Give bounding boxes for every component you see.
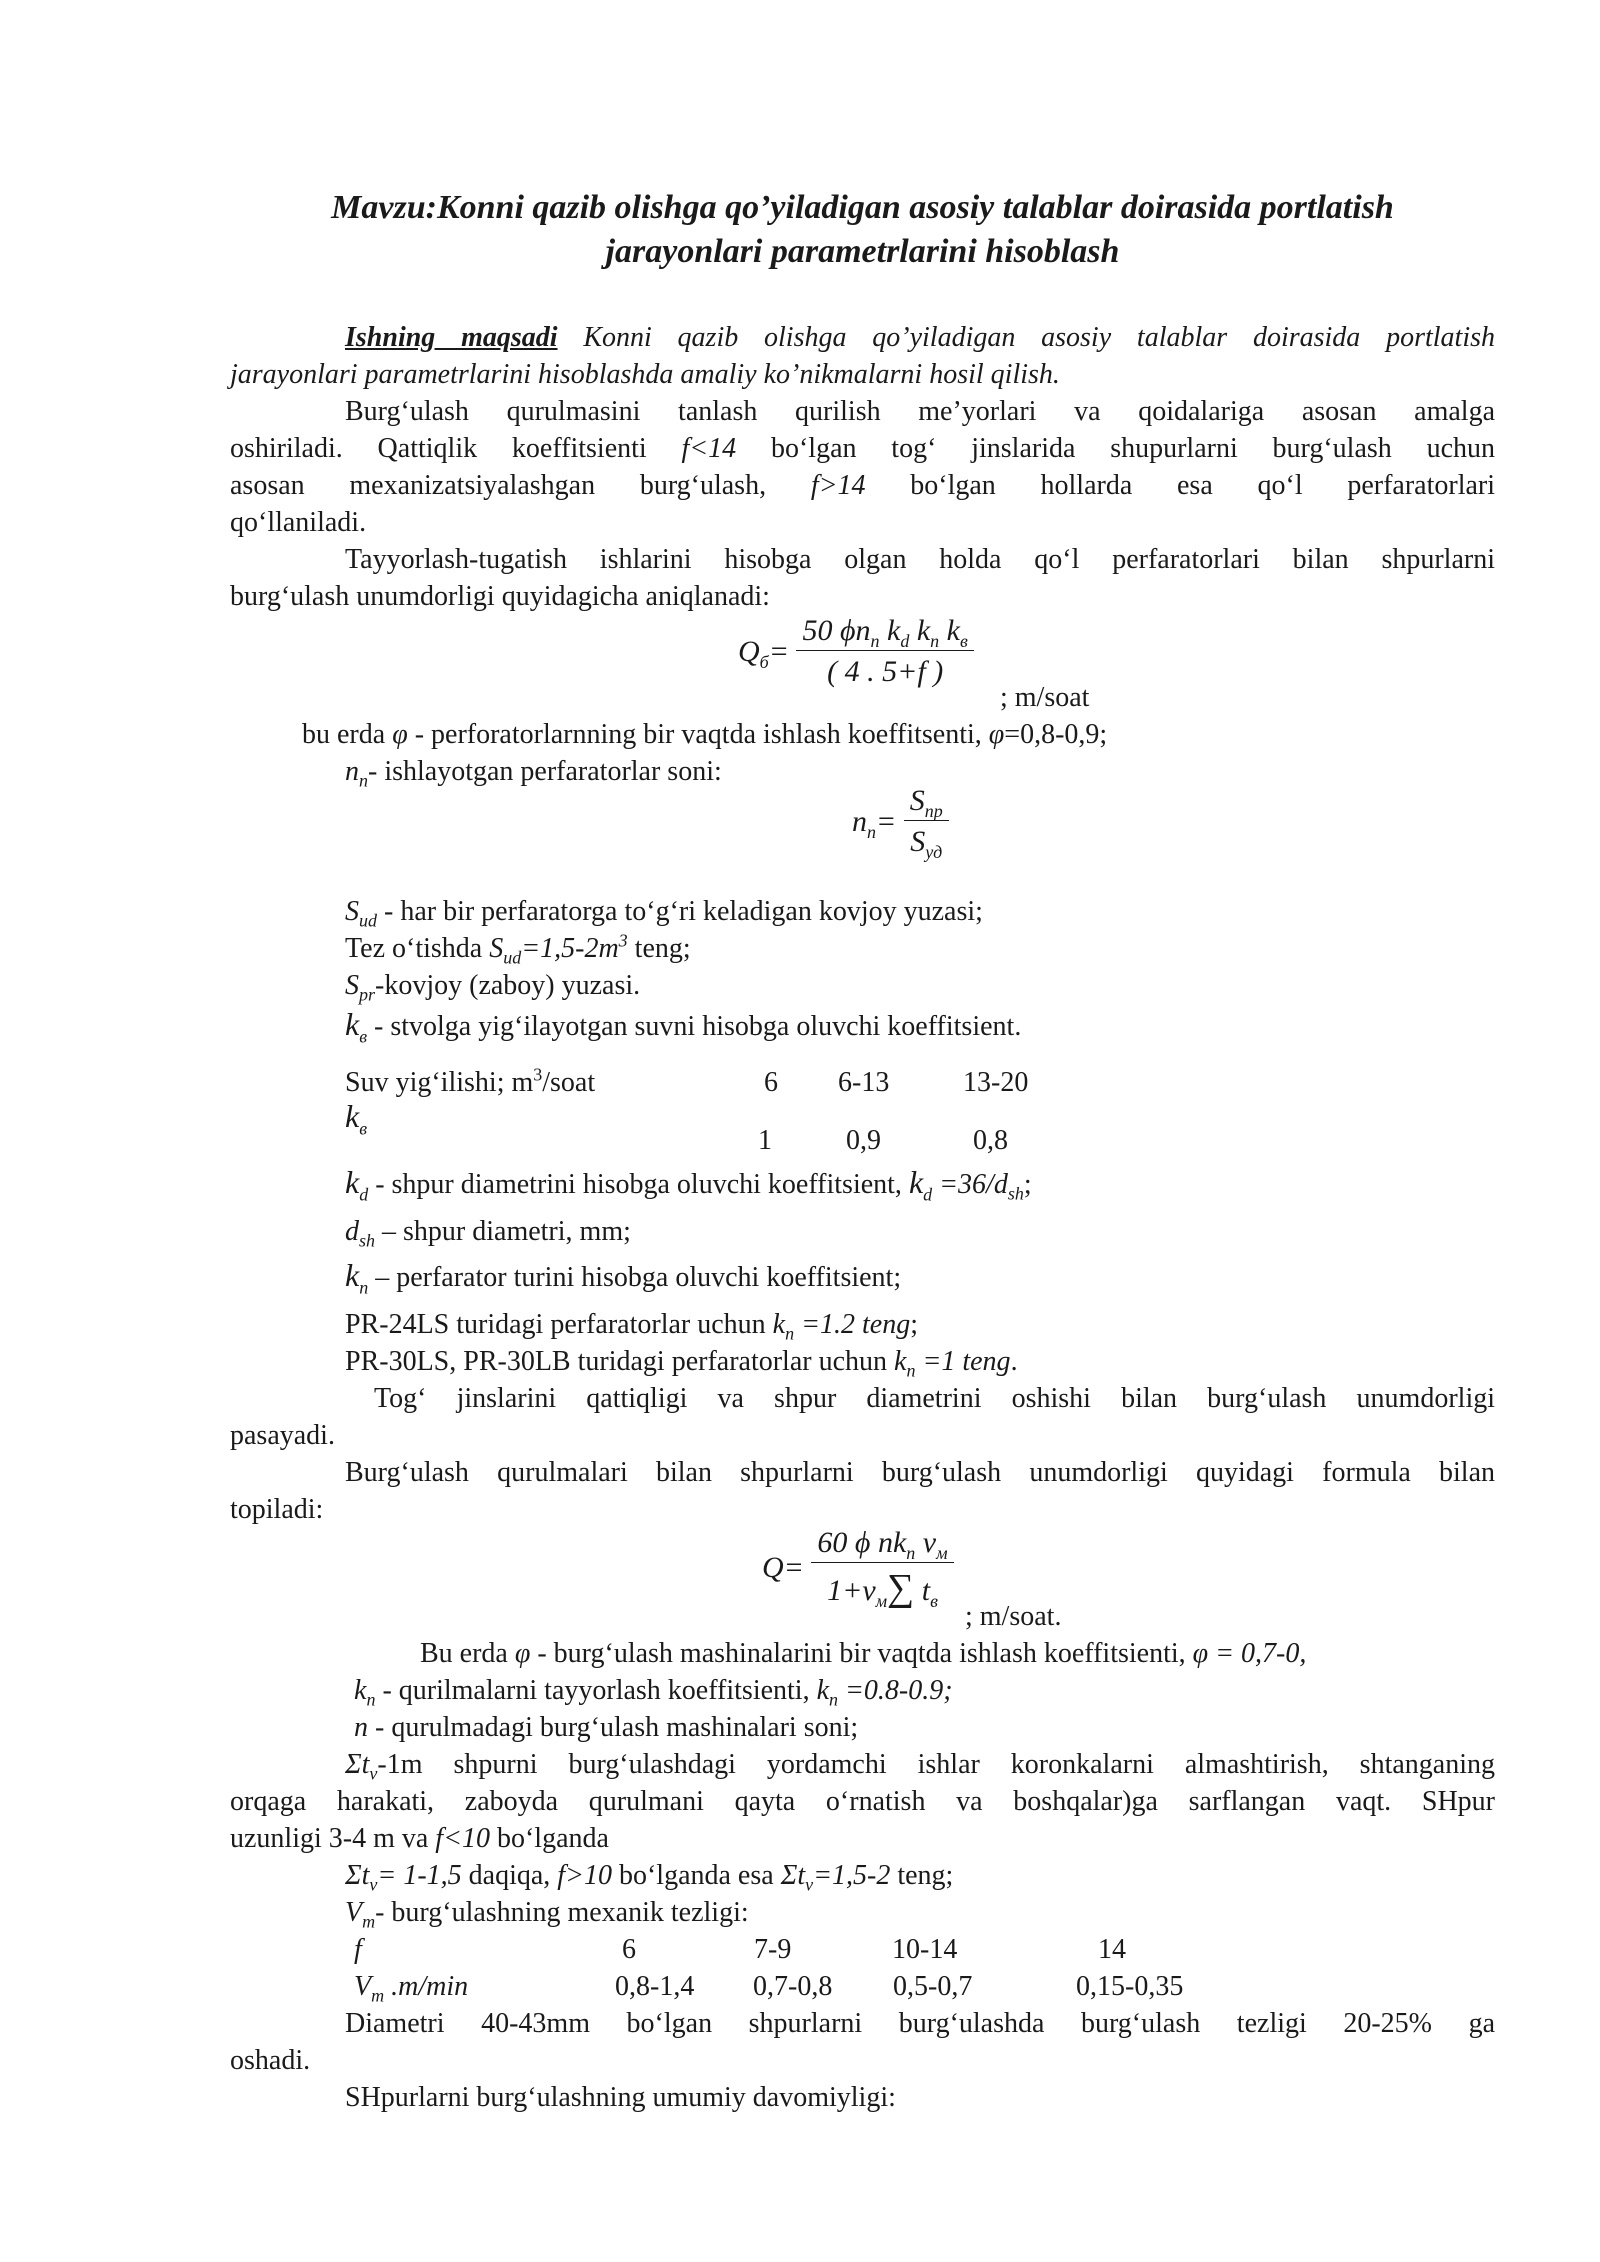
f2-lhs: n xyxy=(852,804,867,838)
def-sud-sub: ud xyxy=(359,910,377,931)
speed-row2-unit: .m/min xyxy=(384,1971,469,2002)
f1-denominator: ( 4 . 5+f ) xyxy=(827,655,944,688)
f2-eq: = xyxy=(876,804,897,838)
def-kn xyxy=(345,1257,901,1296)
f2-denominator xyxy=(904,821,948,862)
p1-l3f: f>14 xyxy=(810,470,866,501)
document-page xyxy=(230,0,1495,2262)
def4-tv-l3f: f<10 xyxy=(435,1823,490,1854)
f2-num-sub: пр xyxy=(924,801,943,821)
f1-eq: = xyxy=(768,634,789,668)
aim-line-1 xyxy=(345,319,1495,356)
def-dsh xyxy=(345,1213,631,1250)
def4-kn-sym: k xyxy=(354,1675,367,1706)
p1-l2a: oshiriladi. Qattiqlik koeffitsienti xyxy=(230,433,682,464)
def-spr-text: -kovjoy (zaboy) yuzasi. xyxy=(375,970,641,1001)
def4-tv2-e: teng; xyxy=(890,1860,954,1891)
def4-tv-l3b: bo‘lganda xyxy=(489,1823,609,1854)
p1-l3a: asosan mexanizatsiyalashgan burg‘ulash, xyxy=(230,470,811,501)
def4-tv2-sub2: v xyxy=(805,1874,814,1895)
f1-lhs-sub: б xyxy=(759,651,769,672)
def4-tv2-a: = 1-1,5 xyxy=(377,1860,462,1891)
speed-row2-cell: 0,15-0,35 xyxy=(1076,1971,1184,2002)
def-sud xyxy=(345,893,983,930)
def-kv-text: - stvolga yig‘ilayotgan suvni hisobga oluvchi koeffitsient. xyxy=(367,1011,1022,1042)
formula-perforator-count xyxy=(852,784,949,862)
def-nn-sym: n xyxy=(345,756,359,787)
def-kd xyxy=(345,1164,1032,1203)
def-kv-sub: в xyxy=(359,1026,368,1047)
p4-line-2: topiladi: xyxy=(230,1494,324,1525)
f3-den-a: 1+v xyxy=(827,1574,876,1607)
aim-text-2: jarayonlari parametrlarini hisoblashda amaliy ko’nikmalarni hosil qilish. xyxy=(230,359,1060,390)
def-spr-sym: S xyxy=(345,970,359,1001)
def-pr24 xyxy=(345,1306,918,1343)
def-pr24-ksub: n xyxy=(785,1323,795,1344)
speed-row1-cell: 6 xyxy=(622,1934,636,1965)
def-pr30-a: PR-30LS, PR-30LB turidagi perfaratorlar uchun xyxy=(345,1346,895,1377)
def-tez-b: teng; xyxy=(627,933,691,964)
speed-row1-label xyxy=(354,1931,362,1968)
f3-lhs: Q xyxy=(762,1550,784,1584)
def4-tv-sym: Σt xyxy=(345,1749,370,1780)
f3-unit: ; m/soat. xyxy=(965,1601,1062,1632)
def-kd-eq-sub: sh xyxy=(1007,1183,1024,1204)
def4-tv2-f: f>10 xyxy=(557,1860,612,1891)
def4-vm-text: - burg‘ulashning mexanik tezligi: xyxy=(375,1897,749,1928)
speed-row1-cell: 10-14 xyxy=(892,1934,958,1965)
formula-drilling-productivity-machine xyxy=(762,1526,954,1611)
f1-unit: ; m/soat xyxy=(1000,682,1090,713)
water-row2-cell: 0,9 xyxy=(846,1125,881,1156)
def4-n-text: - qurulmadagi burg‘ulash mashinalari soni; xyxy=(368,1712,859,1743)
f2-den-sub: уд xyxy=(925,842,943,862)
def4-tv2-sub: v xyxy=(369,1874,378,1895)
def4-tv-l3a: uzunligi 3-4 m va xyxy=(230,1823,436,1854)
def4-phi-a: Bu erda xyxy=(420,1638,515,1669)
def-phi-b: - perforatorlarnning bir vaqtda ishlash koeffitsenti, xyxy=(407,719,989,750)
f1-num-k3: k xyxy=(939,614,960,647)
def4-kn xyxy=(354,1672,953,1709)
def4-phi-sym: φ xyxy=(514,1638,531,1669)
def-kd-sym: k xyxy=(345,1164,360,1200)
f2-lhs-sub: п xyxy=(867,821,876,842)
def-phi-sym-2: φ xyxy=(988,719,1005,750)
def4-tv2-c: bo‘lganda esa xyxy=(611,1860,781,1891)
def4-kn-val: =0.8-0.9; xyxy=(838,1675,953,1706)
def-kn-sym: k xyxy=(345,1257,360,1293)
def-dsh-text: – shpur diametri, mm; xyxy=(375,1216,631,1247)
f1-lhs: Q xyxy=(738,634,760,668)
def-pr24-a: PR-24LS turidagi perfaratorlar uchun xyxy=(345,1309,773,1340)
def-pr30-k: k xyxy=(894,1346,907,1377)
def-tez-f: S xyxy=(489,933,504,964)
aim-label: Ishning maqsadi xyxy=(345,322,558,353)
f1-num-sub2: d xyxy=(900,631,910,651)
p6-line-1: SHpurlarni burg‘ulashning umumiy davomiyligi: xyxy=(345,2082,896,2113)
f1-num-sub1: п xyxy=(870,631,880,651)
def-sud-text: - har bir perfaratorga to‘g‘ri keladigan kovjoy yuzasi; xyxy=(377,896,983,927)
p3-line-2: pasayadi. xyxy=(230,1420,335,1451)
def-kv xyxy=(345,1006,1021,1045)
speed-row1-cell: 14 xyxy=(1098,1934,1126,1965)
p1-line-3 xyxy=(230,467,1495,504)
water-row2-sym: k xyxy=(345,1098,360,1134)
f3-numerator xyxy=(811,1528,953,1563)
f3-num-sub: п xyxy=(906,1543,916,1563)
def4-kn-val-sub: n xyxy=(829,1689,839,1710)
speed-row1-label-text: f xyxy=(354,1934,362,1965)
def-nn xyxy=(345,753,722,790)
def-spr xyxy=(345,967,640,1004)
def-tez-f2: =1,5-2m xyxy=(521,933,619,964)
def-phi xyxy=(302,716,1107,753)
water-row1-sup: 3 xyxy=(533,1064,543,1085)
f3-num-v: v xyxy=(915,1526,937,1559)
def4-vm-sym: V xyxy=(345,1897,363,1928)
f3-num-vsub: м xyxy=(936,1543,948,1563)
f3-den-sub: м xyxy=(875,1591,888,1611)
def-nn-text: - ishlayotgan perfaratorlar soni: xyxy=(368,756,722,787)
f3-den-sum: ∑ xyxy=(887,1567,915,1609)
p3-line-1: Tog‘ jinslarini qattiqligi va shpur diametrini oshishi bilan burg‘ulash unumdorligi xyxy=(374,1383,1495,1414)
def4-vm-sub: m xyxy=(362,1911,376,1932)
f1-fraction xyxy=(796,616,973,687)
water-row1-cell: 6 xyxy=(764,1067,778,1098)
def-nn-sub: п xyxy=(359,770,368,791)
f3-den-tsub: в xyxy=(930,1591,938,1611)
f2-fraction xyxy=(904,784,949,862)
def-pr24-b: =1.2 teng xyxy=(794,1309,911,1340)
p5-line-1: Diametri 40-43mm bo‘lgan shpurlarni burg‘ulashda burg‘ulash tezligi 20-25% ga xyxy=(345,2008,1495,2039)
p1-line-1: Burg‘ulash qurulmasini tanlash qurilish me’yorlari va qoidalariga asosan amalga xyxy=(345,396,1495,427)
page-title xyxy=(230,186,1495,274)
def-phi-a: bu erda xyxy=(302,719,393,750)
def-pr30 xyxy=(345,1343,1018,1380)
f3-fraction xyxy=(811,1526,953,1611)
def-kd-text: - shpur diametrini hisobga oluvchi koeffitsient, xyxy=(368,1169,909,1200)
def4-tv-l1: -1m shpurni burg‘ulashdagi yordamchi ishlar koronkalarni almashtirish, shtanganing xyxy=(377,1749,1495,1780)
water-row1-label-text: Suv yig‘ilishi; m xyxy=(345,1067,534,1098)
f2-den: S xyxy=(910,825,926,858)
f1-num-main: 50 ϕn xyxy=(802,614,871,647)
def-tez-fsub: ud xyxy=(503,947,522,968)
water-row2-sub: в xyxy=(359,1118,368,1139)
def-tez-a: Tez o‘tishda xyxy=(345,933,490,964)
speed-row2-cell: 0,5-0,7 xyxy=(893,1971,973,2002)
def-kv-sym: k xyxy=(345,1006,360,1042)
f1-numerator xyxy=(796,616,973,651)
def-dsh-sub: sh xyxy=(359,1230,376,1251)
speed-row2-cell: 0,8-1,4 xyxy=(615,1971,695,2002)
def-kd-eq: =36/d xyxy=(932,1169,1008,1200)
f2-num: S xyxy=(909,784,925,817)
def4-kn-val-k: k xyxy=(816,1675,830,1706)
def4-n xyxy=(354,1709,858,1746)
speed-row2-cell: 0,7-0,8 xyxy=(753,1971,833,2002)
def-pr30-c: . xyxy=(1010,1346,1018,1377)
aim-text-1: Konni qazib olishga qo’yiladigan asosiy talablar doirasida portlatish xyxy=(557,322,1495,353)
f3-den-t: t xyxy=(914,1574,931,1607)
title-line-2: jarayonlari parametrlarini hisoblash xyxy=(605,233,1120,270)
p1-l3b: bo‘lgan hollarda esa qo‘l perfaratorlari xyxy=(865,470,1496,501)
speed-row2-label-text: V xyxy=(354,1971,372,2002)
def-pr24-c: ; xyxy=(910,1309,918,1340)
f1-num-k1: k xyxy=(879,614,901,647)
def-kn-text: – perfarator turini hisobga oluvchi koeffitsient; xyxy=(368,1262,902,1293)
p1-l2b: bo‘lgan tog‘ jinslarida shupurlarni burg‘ulash uchun xyxy=(736,433,1495,464)
p1-line-4: qo‘llaniladi. xyxy=(230,507,367,538)
def4-tv2 xyxy=(345,1857,953,1894)
water-row2-cell: 1 xyxy=(758,1125,772,1156)
water-row2-label xyxy=(345,1098,368,1139)
def-kd-sub: d xyxy=(359,1184,369,1205)
p2-line-1: Tayyorlash-tugatish ishlarini hisobga olgan holda qo‘l perfaratorlari bilan shpurlarni xyxy=(345,544,1495,575)
water-row1-label xyxy=(345,1064,595,1101)
def-tez xyxy=(345,930,691,967)
speed-row2-label xyxy=(354,1968,468,2005)
def-kd2-sym: k xyxy=(908,1164,924,1200)
def-phi-c: =0,8-0,9; xyxy=(1004,719,1108,750)
def-pr30-ksub: n xyxy=(906,1360,916,1381)
formula-drilling-productivity-hand xyxy=(738,616,974,687)
p1-line-2 xyxy=(230,430,1495,467)
def-kd2-sub: d xyxy=(923,1184,933,1205)
def4-n-sym: n xyxy=(354,1712,368,1743)
f1-num-sub4: в xyxy=(960,631,968,651)
aim-line-2 xyxy=(230,356,1060,393)
def4-phi-b: - burg‘ulash mashinalarini bir vaqtda ishlash koeffitsienti, xyxy=(530,1638,1193,1669)
f3-eq: = xyxy=(783,1550,804,1584)
p4-line-1: Burg‘ulash qurulmalari bilan shpurlarni burg‘ulash unumdorligi quyidagi formula bilan xyxy=(345,1457,1495,1488)
def-dsh-sym: d xyxy=(345,1216,359,1247)
def-pr30-b: =1 teng xyxy=(915,1346,1011,1377)
def4-tv-line-2: orqaga harakati, zaboyda qurulmani qayta o‘rnatish va boshqalar)ga sarflangan vaqt. SHpur xyxy=(230,1786,1495,1817)
speed-row2-sub: m xyxy=(371,1985,385,2006)
def-tez-sup: 3 xyxy=(618,930,628,951)
def-spr-sub: pr xyxy=(359,984,376,1005)
def4-vm xyxy=(345,1894,749,1931)
def4-tv-line-1 xyxy=(345,1746,1495,1783)
water-row2-cell: 0,8 xyxy=(973,1125,1008,1156)
def-sud-sym: S xyxy=(345,896,359,927)
f2-numerator xyxy=(904,786,949,821)
def4-tv2-sym: Σt xyxy=(345,1860,370,1891)
title-line-1: Mavzu:Konni qazib olishga qo’yiladigan asosiy talablar doirasida portlatish xyxy=(331,189,1394,226)
def4-tv-line-3 xyxy=(230,1820,609,1857)
def4-kn-text: - qurilmalarni tayyorlash koeffitsienti, xyxy=(375,1675,817,1706)
f3-num: 60 ϕ nk xyxy=(817,1526,907,1559)
def4-tv-sub: v xyxy=(369,1763,378,1784)
water-row1-cell: 6-13 xyxy=(838,1067,890,1098)
def-phi-sym: φ xyxy=(392,719,408,750)
def4-tv2-d: =1,5-2 xyxy=(813,1860,891,1891)
p2-line-2: burg‘ulash unumdorligi quyidagicha aniqlanadi: xyxy=(230,581,770,612)
def4-tv2-sym2: Σt xyxy=(780,1860,806,1891)
f1-num-sub3: п xyxy=(930,631,940,651)
def-kn-sub: п xyxy=(359,1277,369,1298)
p1-l2f: f<14 xyxy=(681,433,737,464)
speed-row1-cell: 7-9 xyxy=(754,1934,792,1965)
def-pr24-k: k xyxy=(772,1309,786,1340)
def4-kn-sub: n xyxy=(366,1689,376,1710)
water-row1-cell: 13-20 xyxy=(963,1067,1029,1098)
water-row1-unit: /soat xyxy=(542,1067,596,1098)
f3-denominator xyxy=(821,1563,944,1611)
def4-tv2-b: daqiqa, xyxy=(461,1860,558,1891)
def4-phi xyxy=(420,1635,1306,1672)
def4-phi-c: φ = 0,7-0, xyxy=(1192,1638,1307,1669)
p5-line-2: oshadi. xyxy=(230,2045,311,2076)
f1-num-k2: k xyxy=(909,614,931,647)
def-kd-end: ; xyxy=(1023,1169,1032,1200)
